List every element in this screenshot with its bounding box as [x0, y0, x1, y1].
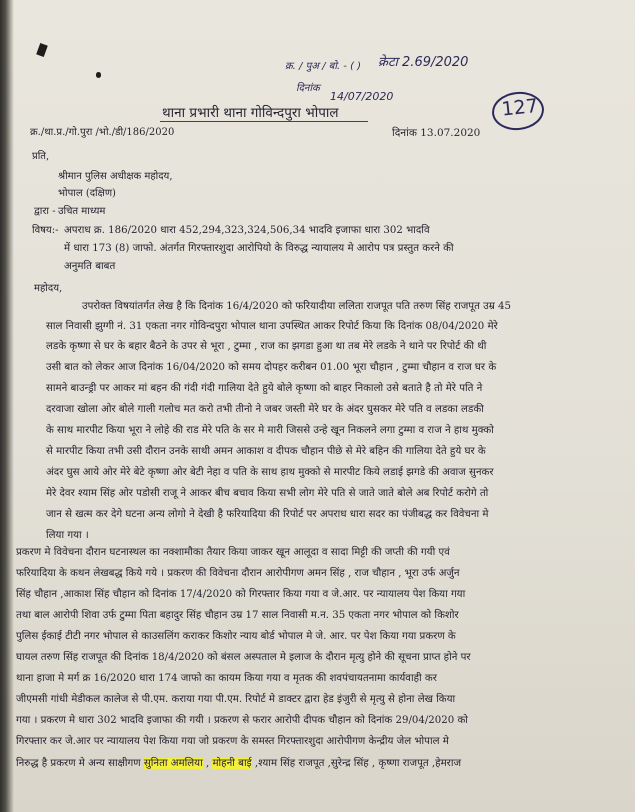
salutation: महोदय, — [34, 283, 63, 294]
stamp-line-1-tail: क्रेटा 2.69/2020 — [378, 55, 469, 70]
witness-line-before: निरुद्ध है प्रकरण मे अन्य साक्षीगण — [16, 758, 141, 769]
stamp-line-2-tail: 14/07/2020 — [330, 90, 394, 103]
witness-line — [16, 755, 620, 769]
stamp-line-1: क्र. / पुअ / बो. - ( ) — [285, 61, 362, 72]
subject-line-2: में धारा 173 (8) जाफो. अंतर्गत गिरफ्तारशुदा आरोपियो के विरुद्ध न्यायालय मे आरोप पत्र प्रस्तुत करने की — [64, 243, 454, 254]
highlighted-witness-1: सुनिता अमलिया — [143, 758, 203, 769]
prati: प्रति, — [32, 151, 50, 162]
paragraph-line: फरियादिया के कथन लेखबद्ध किये गये । प्रकरण की विवेचना दौरान आरोपीगण अमन सिंह , राज चौहान , भूरा उर्फ अर्जुन — [16, 568, 460, 579]
witness-line-after: ,श्याम सिंह राजपूत ,सुरेन्द्र सिंह , कृष्णा राजपूत ,हेमराज — [251, 758, 462, 769]
recipient-line-2: भोपाल (दक्षिण) — [58, 188, 116, 199]
office-title: थाना प्रभारी थाना गोविन्दपुरा भोपाल — [162, 105, 339, 121]
paragraph-line: सामने बाउन्ड्री पर आकर मां बहन की गंदी गंदी गालिया देते हुये बोले कृष्णा को बाहर निकालो उसे बताते है तो मेरे पति ने — [46, 383, 483, 394]
subject-label: विषय:- — [32, 225, 59, 236]
paragraph-line: से मारपीट किया तभी उसी दौरान उनके साथी अमन आकाश व दीपक चौहान पीछे से मेरे बहिन की गालिया देते हुये घर के — [46, 446, 486, 457]
paragraph-line: प्रकरण मे विवेचना दौरान घटनास्थल का नक्शामौका तैयार किया जाकर खून आलूदा व सादा मिट्टी की जप्ती की गयी एवं — [16, 547, 450, 558]
witness-separator: , — [202, 758, 213, 769]
title-underline — [160, 121, 368, 122]
paragraph-line: लिया गया । — [46, 530, 89, 541]
paragraph-line: मेरे देवर श्याम सिंह ओर पडोसी राजू ने आकर बीच बचाव किया सभी लोग मेरे पति से जाते जाते बोले अब रिपोर्ट करोगे तो — [46, 488, 489, 499]
dwara-value: उचित माध्यम — [58, 206, 106, 217]
highlighted-witness-2: मोहनी बाई — [212, 758, 252, 769]
paragraph-line: साल निवासी झुग्गी नं. 31 एकता नगर गोविन्दपुरा भोपाल थाना उपस्थित आकर रिपोर्ट किया कि दिनांक 08/04/2020 मेरे — [46, 321, 498, 332]
paragraph-line: दरवाजा खोला ओर बोले गाली गलोच मत करो तभी तीनो ने जबर जस्ती मेरे घर के अंदर घुसकर मेरे पति व लडका लडकी — [46, 404, 484, 415]
subject-line-1: अपराध क्र. 186/2020 धारा 452,294,323,324,506,34 भादवि इजाफा धारा 302 भादवि — [64, 225, 430, 236]
paragraph-line: घायल तरुण सिंह राजपूत की दिनांक 18/4/2020 को बंसल अस्पताल मे इलाज के दौरान मृत्यु होने की सूचना प्राप्त होने पर — [16, 652, 471, 663]
paragraph-line: थाना हाजा मे मर्ग क्र 16/2020 धारा 174 जाफो का कायम किया गया व मृतक की शवपंचायतनामा कार्यवाही कर — [16, 673, 437, 684]
paragraph-line: अंदर घुस आये ओर मेरे बेटे कृष्णा ओर बेटी नेहा व पति के साथ हाथ मुक्को से मारपीट किये लडाई झगडे की अवाज सुनकर — [46, 467, 494, 478]
paragraph-line: पुलिस ईकाई टीटी नगर भोपाल से काउसलिंग कराकर किशोर न्याय बोर्ड भोपाल मे जे. आर. पर पेश किया गया प्रकरण के — [16, 631, 456, 642]
paragraph-line: उपरोक्त विषयांतर्गत लेख है कि दिनांक 16/4/2020 को फरियादीया ललिता राजपूत पति तरुण सिंह राजपूत उम्र 45 — [82, 301, 511, 312]
stamp-line-2: दिनांक — [296, 83, 320, 94]
letter-date: दिनांक 13.07.2020 — [392, 127, 481, 139]
paragraph-line: लडके कृष्णा से घर के बहार बैठने के उपर से भूरा , टुम्मा , राज का झगडा हुआ था तब मेरे लडके ने थाने पर रिपोर्ट की थी — [46, 341, 487, 352]
paragraph-line: जान से खत्म कर देगे घटना अन्य लोगो ने देखी है फरियादिया की रिपोर्ट पर अपराध धारा सदर का पंजीबद्ध कर विवेचना मे — [46, 509, 489, 520]
ink-smudge — [96, 72, 101, 78]
ink-smudge — [36, 43, 48, 57]
paragraph-line: तथा बाल आरोपी शिवा उर्फ टुम्मा पिता बहादुर सिंह चौहान उम्र 17 साल निवासी म.न. 35 एकता नगर भोपाल को किशोर — [16, 610, 459, 621]
paragraph-line: गिरफ्तार कर जे.आर पर न्यायालय पेश किया गया जो प्रकरण के समस्त गिरफ्तारशुदा आरोपीगण केन्द्रीय जेल भोपाल मे — [16, 736, 449, 747]
paragraph-line: उसी बात को लेकर आज दिनांक 16/04/2020 को समय दोपहर करीबन 01.00 भूरा चौहान , टुम्मा चौहान व राज घर के — [46, 362, 497, 373]
subject-line-3: अनुमति बाबत — [64, 261, 116, 272]
paragraph-line: जीएमसी गांधी मेडीकल कालेज से पी.एम. कराया गया पी.एम. रिपोर्ट मे डाक्टर द्वारा हेड इंजुरी से मृत्यु से होना लेख किया — [16, 694, 456, 705]
page-shadow-edge — [0, 0, 14, 812]
page-number-circle — [490, 89, 546, 132]
recipient-line-1: श्रीमान पुलिस अधीक्षक महोदय, — [58, 171, 173, 182]
paragraph-line: सिंह चौहान ,आकाश सिंह चौहान को दिनांक 17/4/2020 को गिरफ्तार किया गया व जे.आर. पर न्यायालय पेश किया गया — [16, 589, 466, 600]
paragraph-line: के साथ मारपीट किया भूरा ने लोहे की राड मेरे पति के सर मे मारी जिससे उन्हे खून निकलने लगा टुम्मा व राज ने हाथ मुक्को — [46, 425, 494, 436]
dwara-label: द्वारा - — [34, 206, 56, 217]
paragraph-line: गया । प्रकरण मे धारा 302 भादवि इजाफा की गयी । प्रकरण से फरार आरोपी दीपक चौहान को दिनांक 29/04/2020 को — [16, 715, 468, 726]
page-number: 127 — [500, 94, 539, 121]
reference-number: क्र./था.प्र./गो.पुरा /भो./डी/186/2020 — [30, 127, 175, 138]
